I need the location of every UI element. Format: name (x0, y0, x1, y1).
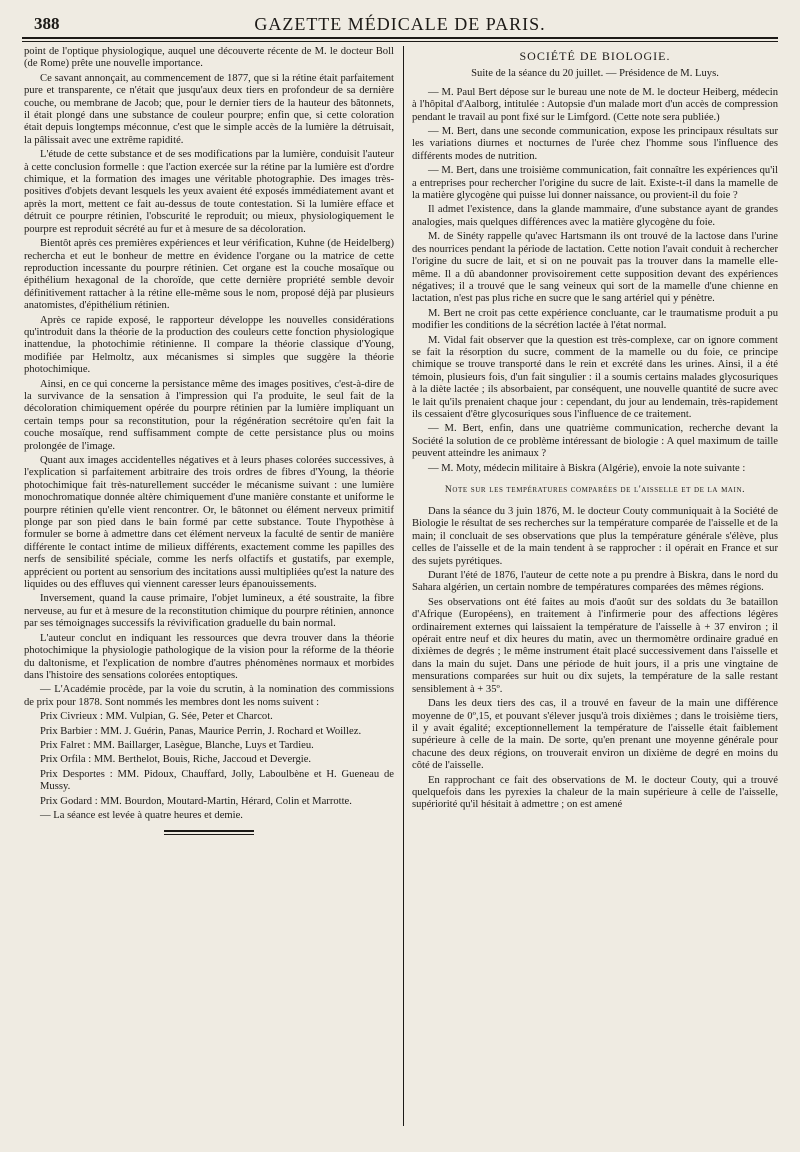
journal-title: GAZETTE MÉDICALE DE PARIS. (254, 14, 546, 34)
left-column (24, 46, 394, 1146)
note-paragraph: Dans les deux tiers des cas, il a trouvé en faveur de la main une différence moyenne de 0º,15, et pouvant s'élever jusqu'à trois dixièmes ; dans le troisième tiers, il y avait égalité; exceptionnellement la température de l'aisselle était faiblement supérieure à celle de la main. De sorte, qu'en prenant une moyenne générale pour chacune des deux régions, on trouverait environ un dixième de degré en moins du côté de l'aisselle. (412, 698, 778, 772)
note-paragraph: Durant l'été de 1876, l'auteur de cette note a pu prendre à Biskra, dans le nord du Sahara algérien, un certain nombre de températures comparées des mêmes régions. (412, 570, 778, 594)
closing-line: — La séance est levée à quatre heures et demie. (40, 809, 243, 821)
paragraph: Ainsi, en ce qui concerne la persistance même des images positives, c'est-à-dire de la survivance de la sensation à l'impression qui l'a produite, le seul fait de la décoloration chimiquement opérée du pourpre rétinien par la lumière impliquant un certain temps pour sa reconstitution, pour la régénération secrétoire qu'en fait la couche mosaïque, rend suffisamment compte de cette persistance plus ou moins prolongée de l'image. (24, 378, 394, 452)
section-title: SOCIÉTÉ DE BIOLOGIE. (519, 49, 671, 63)
right-column (412, 46, 778, 1146)
header-rule-thin (22, 41, 778, 42)
paragraph: M. Vidal fait observer que la question est très-complexe, car on ignore comment se fait la résorption du sucre, comment de la mamelle ou du foie, ce principe chimique se trouve transporté dans le rein et excrété dans les urines. Ainsi, il a été témoin, plusieurs fois, d'un fait singulier : il a soumis certains malades glycosuriques à la diète lactée ; ils absorbaient, par conséquent, une nouvelle quantité de sucre avec le lait qu'ils prenaient chaque jour : cependant, du jour au lendemain, très-rapidement ils cessaient d'être glycosuriques sous l'influence de ce traitement. (412, 334, 778, 420)
prize-entry: Prix Falret : MM. Baillarger, Lasègue, Blanche, Luys et Tardieu. (40, 739, 314, 751)
paragraph: — L'Académie procède, par la voie du scrutin, à la nomination des commissions de prix pour 1878. Sont nommés les membres dont les noms suivent : (24, 684, 394, 708)
note-paragraph: Dans la séance du 3 juin 1876, M. le docteur Couty communiquait à la Société de Biologie le résultat de ses recherches sur la température comparée de l'aisselle et de la main; il concluait de ses observations que plus la température générale s'élève, plus celles de l'aisselle et de la main tendent à se rapprocher : il opérait en France et sur des sujets pyrétiques. (412, 506, 778, 567)
paragraph: Bientôt après ces premières expériences et leur vérification, Kuhne (de Heidelberg) recherchа et eut le bonheur de mettre en évidence l'organe ou la matrice de cette reproduction incessante du pourpre rétinien. Cet organe est la couche mosaïque ou épithélium hexagonal de la choroïde, que cette dernière propriété semble devoir définitivement rattacher à la rétine elle-même sous le nom, proposé déjà par plusieurs anatomistes, d'épithélium rétinien. (24, 238, 394, 312)
note-paragraph: Ses observations ont été faites au mois d'août sur des soldats du 3e bataillon d'Afrique (Européens), en traitement à l'infirmerie pour des affections légères ordinairement externes qui laissaient la température de l'aisselle à + 37 environ ; il opérait entre neuf et dix heures du matin, avec un thermomètre ordinaire gradué en dixièmes de degrés ; le même instrument était placé successivement dans l'aisselle et dans la main du sujet. Dans une période de huit jours, il a pris une vingtaine de mensurations comparées sur huit ou dix sujets, la température de la salle restant sensiblement à + 35º. (412, 596, 778, 695)
paragraph: — M. Moty, médecin militaire à Biskra (Algérie), envoie la note suivante : (428, 462, 746, 474)
paragraph: Quant aux images accidentelles négatives et à leurs phases colorées successives, à l'explication si parfaitement arbitraire des trois ordres de fibres d'Young, la théorie photochimique fait très-naturellement succéder le mécanisme suivant : une lumière monochromatique donnée altère chimiquement d'une manière constante et uniforme le pourpre rétinien qu'elle vient rencontrer. Or, le bâtonnet ou élément nerveux primitif plonge par son pied dans le bain formé par cette substance. Toute l'hypothèse à formuler se borne à admettre dans cet élément nerveux la faculté de sentir de manière différente le contact intime de milieux différents, exactement comme les papilles des nerfs de sensibilité spéciale, comme les nerfs olfactifs et gustatifs, par exemple, apprécient ou portent au sensorium des incitations aussi multipliées qu'est la nature des liquides ou des effluves qui viennent caresser leurs épanouissements. (24, 455, 394, 591)
paragraph: — M. Bert, enfin, dans une quatrième communication, recherche devant la Société la solution de ce problème intéressant de biologie : A quel maximum de taille peuvent atteindre les animaux ? (412, 423, 778, 460)
paragraph: — M. Bert, dans une seconde communication, expose les principaux résultats sur les variations diurnes et nocturnes de l'urée chez l'homme sous l'influence des différents modes de nutrition. (412, 126, 778, 162)
prize-entry: Prix Desportes : MM. Pidoux, Chauffard, Jolly, Laboulbène et H. Gueneau de Mussy. (40, 768, 394, 793)
end-rule (164, 830, 254, 835)
paragraph: M. de Sinéty rappelle qu'avec Hartsmann ils ont trouvé de la lactose dans l'urine des nourrices pendant la période de lactation. Cette notion l'avait conduit à rechercher l'origine du sucre de lait, et si on ne pouvait pas la trouver dans la mamelle elle-même. Il a dû abandonner provisoirement cette supposition devant des expériences négatives; il a trouvé que le sang veineux qui sort de la mamelle d'une chienne en lactation, n'est pas plus riche en sucre que le sang artériel qui y pénètre. (412, 231, 778, 305)
session-line: Suite de la séance du 20 juillet. — Présidence de M. Luys. (471, 68, 719, 80)
paragraph: M. Bert ne croit pas cette expérience concluante, car le traumatisme produit a pu modifier les conditions de la sécrétion lactée à l'état normal. (412, 307, 778, 332)
paragraph: — M. Bert, dans une troisième communication, fait connaître les expériences qu'il a entreprises pour rechercher l'origine du sucre de lait. Existe-t-il dans la mamelle de la matière glycogène qui puisse lui donner naissance, ou provient-il du foie ? (412, 165, 778, 202)
prize-entry: Prix Barbier : MM. J. Guérin, Panas, Maurice Perrin, J. Rochard et Woillez. (40, 725, 362, 737)
page-header (22, 8, 778, 38)
paragraph: Inversement, quand la cause primaire, l'objet lumineux, a été soustraite, la fibre nerveuse, au fur et à mesure de la reconstitution chimique du pourpre rétinien, annonce par ses témoignages successifs la révivification graduelle du bain normal. (24, 593, 394, 630)
prize-entry: Prix Orfila : MM. Berthelot, Bouis, Riche, Jaccoud et Devergie. (40, 754, 312, 766)
paragraph: L'étude de cette substance et de ses modifications par la lumière, conduisit l'auteur à cette conclusion formelle : que l'action exercée sur la rétine par la lumière est d'ordre chimique, et la formation des images une véritable photographie. Des images très-positives d'objets devant lesquels les yeux avaient été exposés immédiatement avant et après la mort, mettent ce fait au-dessus de toute contestation. Si la lumière efface et détruit ce pourpre rétinien, l'obscurité le reproduit; ou mieux, physiologiquement le pourpre est reproduit sécrété au fur et à mesure de sa décoloration. (24, 149, 394, 235)
prize-entry: Prix Civrieux : MM. Vulpian, G. Sée, Peter et Charcot. (40, 711, 273, 723)
page-number: 388 (34, 14, 60, 33)
column-divider (403, 46, 404, 1126)
prize-entry: Prix Godard : MM. Bourdon, Moutard-Martin, Hérard, Colin et Marrotte. (40, 795, 352, 807)
note-title: Note sur les températures comparées de l'aisselle et de la main. (444, 484, 746, 495)
paragraph: Après ce rapide exposé, le rapporteur développe les nouvelles considérations qu'introduit dans la théorie de la production des couleurs cette fonction physiologique inattendue, la photochimie rétinienne. Il compare la théorie classique d'Young, modifiée par Helmoltz, aux mécanismes si simples que suggère la théorie photochimique. (24, 314, 394, 376)
paragraph: Il admet l'existence, dans la glande mammaire, d'une substance ayant de grandes analogies, mais quelques différences avec la matière glycogène du foie. (412, 204, 778, 228)
paragraph: Ce savant annonçait, au commencement de 1877, que si la rétine était parfaitement pure et transparente, ce n'était que jusqu'aux deux tiers en profondeur de sa dernière couche, ou membrane de Jacob; que, pour le dernier tiers de la hauteur des bâtonnets, il était plongé dans une substance de couleur pourpre; enfin que, si cette coloration était depuis longtemps méconnue, c'est que le simple accès de la lumière la détruisait, la pâlissait avec une extrême rapidité. (24, 72, 394, 146)
paragraph: L'auteur conclut en indiquant les ressources que devra trouver dans la théorie photochimique la physiologie pathologique de la vision pour la réforme de la théorie du daltonisme, et l'explication de nombre d'autres phénomènes normaux et morbides dans l'histoire des sensations colorées entoptiques. (24, 632, 394, 681)
paragraph: — M. Paul Bert dépose sur le bureau une note de M. le docteur Heiberg, médecin à l'hôpital d'Aalborg, intitulée : Autopsie d'un malade mort d'un accès de compression pendant le travail au pont fixé sur le Limfgord. (Cette note sera publiée.) (412, 86, 778, 123)
header-rule (22, 37, 778, 39)
note-paragraph: En rapprochant ce fait des observations de M. le docteur Couty, qui a trouvé quelquefois dans les pyrexies la chaleur de la main supérieure à celle de l'aisselle, supériorité qu'il hésitait à admettre ; on est amené (412, 774, 778, 811)
paragraph: point de l'optique physiologique, auquel une découverte récente de M. le docteur Boll (de Rome) prête une nouvelle importance. (24, 46, 394, 70)
